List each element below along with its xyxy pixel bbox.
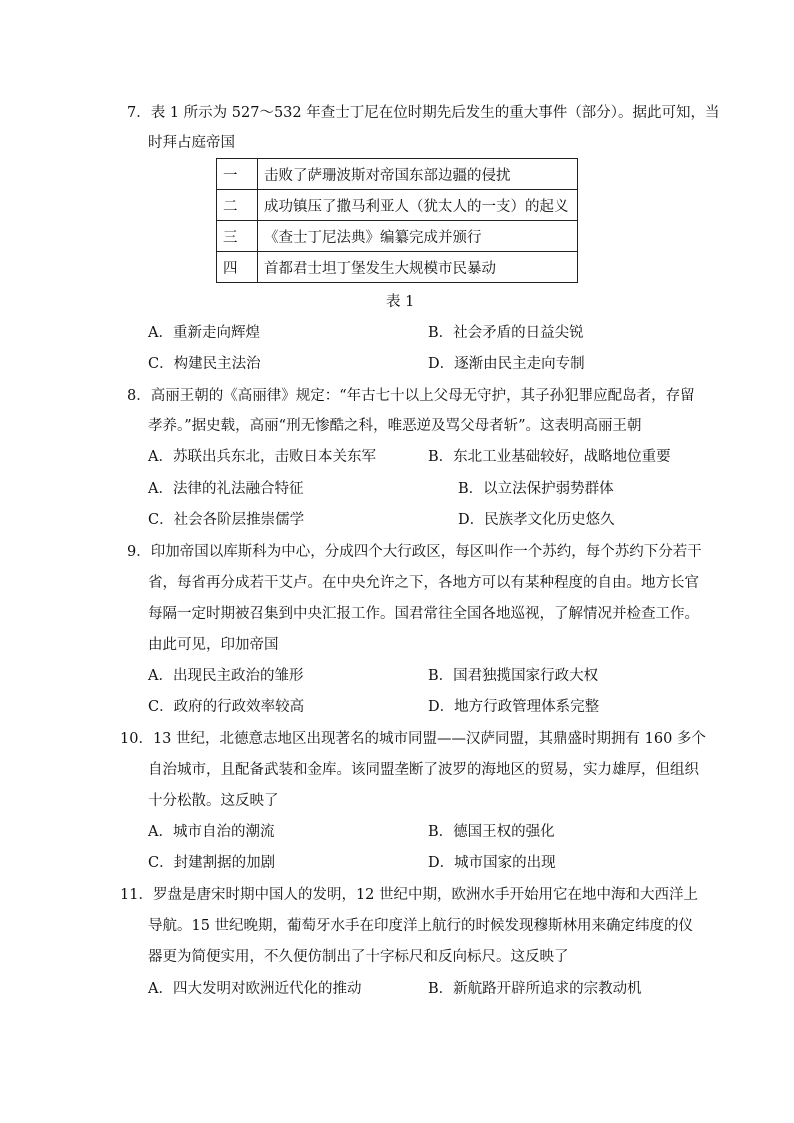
table-cell-index: 二 xyxy=(217,190,258,221)
table-row xyxy=(217,190,578,221)
q9-option-a: A．出现民主政治的雏形 xyxy=(148,668,304,684)
q9-option-c: C．政府的行政效率较高 xyxy=(148,699,305,715)
q11-stem-line2: 导航。15 世纪晚期，葡萄牙水手在印度洋上航行的时候发现穆斯林用来确定纬度的仪 xyxy=(148,918,694,934)
table-cell-index: 三 xyxy=(217,221,258,252)
table-cell-event: 首都君士坦丁堡发生大规模市民暴动 xyxy=(258,252,578,283)
q8-stray-option-b: B．东北工业基础较好，战略地位重要 xyxy=(428,449,671,465)
q9-stem-line2: 省，每省再分成若干艾卢。在中央允许之下，各地方可以有某种程度的自由。地方长官 xyxy=(148,575,699,591)
q8-stem-line2: 孝养。”据史载，高丽“刑无惨酷之科，唯恶逆及骂父母者斩”。这表明高丽王朝 xyxy=(148,418,642,434)
q10-option-d: D．城市国家的出现 xyxy=(428,855,556,871)
q8-option-a: A．法律的礼法融合特征 xyxy=(148,481,304,497)
table-row xyxy=(217,159,578,190)
table-row xyxy=(217,252,578,283)
table-row xyxy=(217,221,578,252)
q7-stem-line2: 时拜占庭帝国 xyxy=(148,135,235,151)
q11-stem-line1: 11．罗盘是唐宋时期中国人的发明，12 世纪中期，欧洲水手开始用它在地中海和大西洋上 xyxy=(120,887,699,903)
q10-stem-line2: 自治城市，且配备武装和金库。该同盟垄断了波罗的海地区的贸易，实力雄厚，但组织 xyxy=(148,762,699,778)
q9-option-b: B．国君独揽国家行政大权 xyxy=(428,668,599,684)
q10-stem-line1: 10．13 世纪，北德意志地区出现著名的城市同盟——汉萨同盟，其鼎盛时期拥有 160 多个 xyxy=(120,731,706,747)
q7-events-table xyxy=(216,158,578,283)
q10-stem-line3: 十分松散。这反映了 xyxy=(148,793,279,809)
q10-option-a: A．城市自治的潮流 xyxy=(148,824,275,840)
q8-option-b: B．以立法保护弱势群体 xyxy=(458,481,614,497)
q7-option-c: C．构建民主法治 xyxy=(148,356,261,372)
q9-stem-line4: 由此可见，印加帝国 xyxy=(148,637,279,653)
q8-option-d: D．民族孝文化历史悠久 xyxy=(458,512,615,528)
q7-option-a: A．重新走向辉煌 xyxy=(148,325,260,341)
q11-option-b: B．新航路开辟所追求的宗教动机 xyxy=(428,981,642,997)
q7-option-b: B．社会矛盾的日益尖锐 xyxy=(428,325,584,341)
q10-option-c: C．封建割据的加剧 xyxy=(148,855,276,871)
table-cell-event: 击败了萨珊波斯对帝国东部边疆的侵扰 xyxy=(258,159,578,190)
table-cell-event: 成功镇压了撒马利亚人（犹太人的一支）的起义 xyxy=(258,190,578,221)
q8-stray-option-a: A．苏联出兵东北，击败日本关东军 xyxy=(148,449,376,465)
q11-option-a: A．四大发明对欧洲近代化的推动 xyxy=(148,981,362,997)
q9-option-d: D．地方行政管理体系完整 xyxy=(428,699,600,715)
q7-table-caption: 表 1 xyxy=(386,294,415,310)
q9-stem-line3: 每隔一定时期被召集到中央汇报工作。国君常往全国各地巡视，了解情况并检查工作。 xyxy=(148,606,699,622)
table-cell-index: 一 xyxy=(217,159,258,190)
q9-stem-line1: 9．印加帝国以库斯科为中心，分成四个大行政区，每区叫作一个苏约，每个苏约下分若干 xyxy=(127,544,702,560)
q7-stem-line1: 7．表 1 所示为 527～532 年查士丁尼在位时期先后发生的重大事件（部分）。据此可知，当 xyxy=(127,105,720,121)
table-cell-event: 《查士丁尼法典》编纂完成并颁行 xyxy=(258,221,578,252)
table-cell-index: 四 xyxy=(217,252,258,283)
q7-option-d: D．逐渐由民主走向专制 xyxy=(428,356,585,372)
q8-stem-line1: 8．高丽王朝的《高丽律》规定：“年古七十以上父母无守护，其子孙犯罪应配岛者，存留 xyxy=(127,388,695,404)
q8-option-c: C．社会各阶层推崇儒学 xyxy=(148,512,305,528)
q10-option-b: B．德国王权的强化 xyxy=(428,824,555,840)
q11-stem-line3: 器更为简便实用，不久便仿制出了十字标尺和反向标尺。这反映了 xyxy=(148,949,569,965)
